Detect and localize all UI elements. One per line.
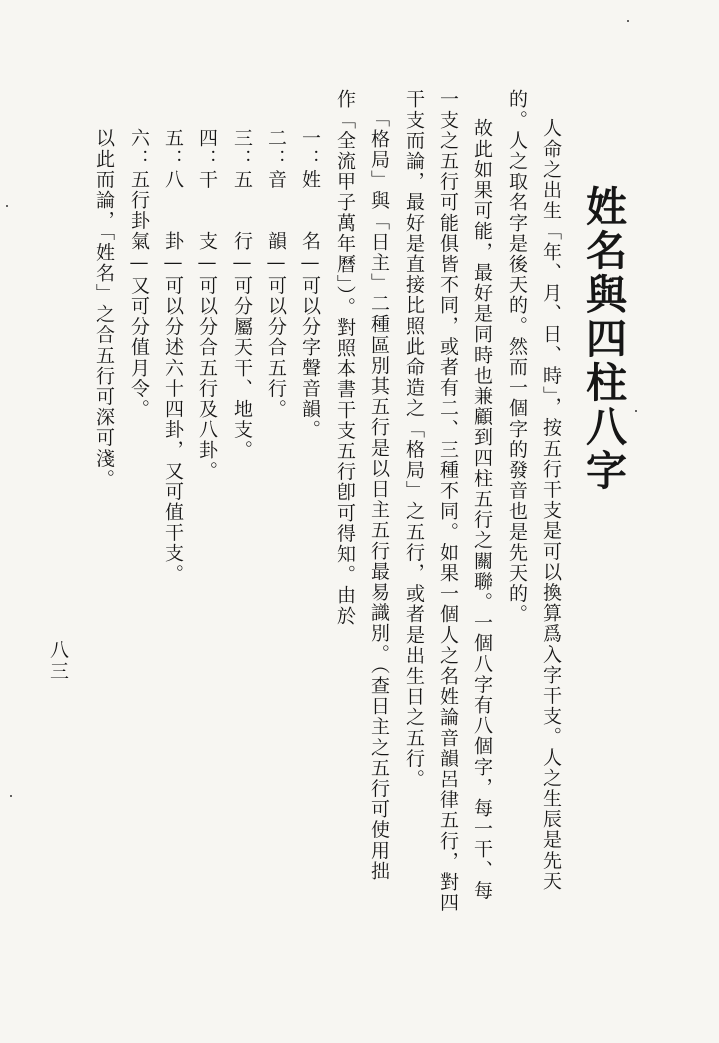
list-item-1: 一：姓 名—可以分字聲音韻。: [299, 128, 321, 440]
text-column-3: 故此如果可能，最好是同時也兼顧到四柱五行之關聯。一個八字有八個字，每一干、每: [471, 118, 493, 901]
text-column-conclusion: 以此而論，「姓名」之合五行可深可淺。: [93, 128, 115, 490]
scan-speck: [6, 205, 8, 207]
scan-speck: [627, 20, 629, 22]
list-item-4: 四：干 支—可以分合五行及八卦。: [196, 128, 218, 482]
text-column-4: 一支之五行可能俱皆不同，或者有二、三種不同。如果一個人之名姓論音韻呂律五行，對四: [437, 89, 459, 913]
text-column-1: 人命之出生「年、月、日、時」，按五行干支是可以換算爲入字干支。人之生辰是先天: [540, 118, 562, 892]
list-item-5: 五：八 卦—可以分述六十四卦，又可值干支。: [162, 128, 184, 585]
text-column-6: 「格局」與「日主」二種區別其五行是以日主五行最易識別。（查日主之五行可使用拙: [368, 108, 390, 882]
page-title: 姓名與四柱八字: [579, 185, 627, 493]
list-item-2: 二：音 韻—可以分合五行。: [265, 128, 287, 420]
page-number: 八三: [47, 640, 69, 682]
text-column-5: 干支而論，最好是直接比照此命造之「格局」之五行，或者是出生日之五行。: [403, 89, 425, 790]
text-column-7: 作「全流甲子萬年曆」）。對照本書干支五行卽可得知。由於: [334, 89, 356, 627]
text-column-2: 的。人之取名字是後天的。然而一個字的發音也是先天的。: [506, 89, 528, 625]
scan-speck: [10, 795, 12, 797]
list-item-3: 三：五 行—可分屬天干、地支。: [231, 128, 253, 461]
scan-speck: [635, 410, 637, 412]
list-item-6: 六：五行卦氣—又可分值月令。: [128, 128, 150, 420]
